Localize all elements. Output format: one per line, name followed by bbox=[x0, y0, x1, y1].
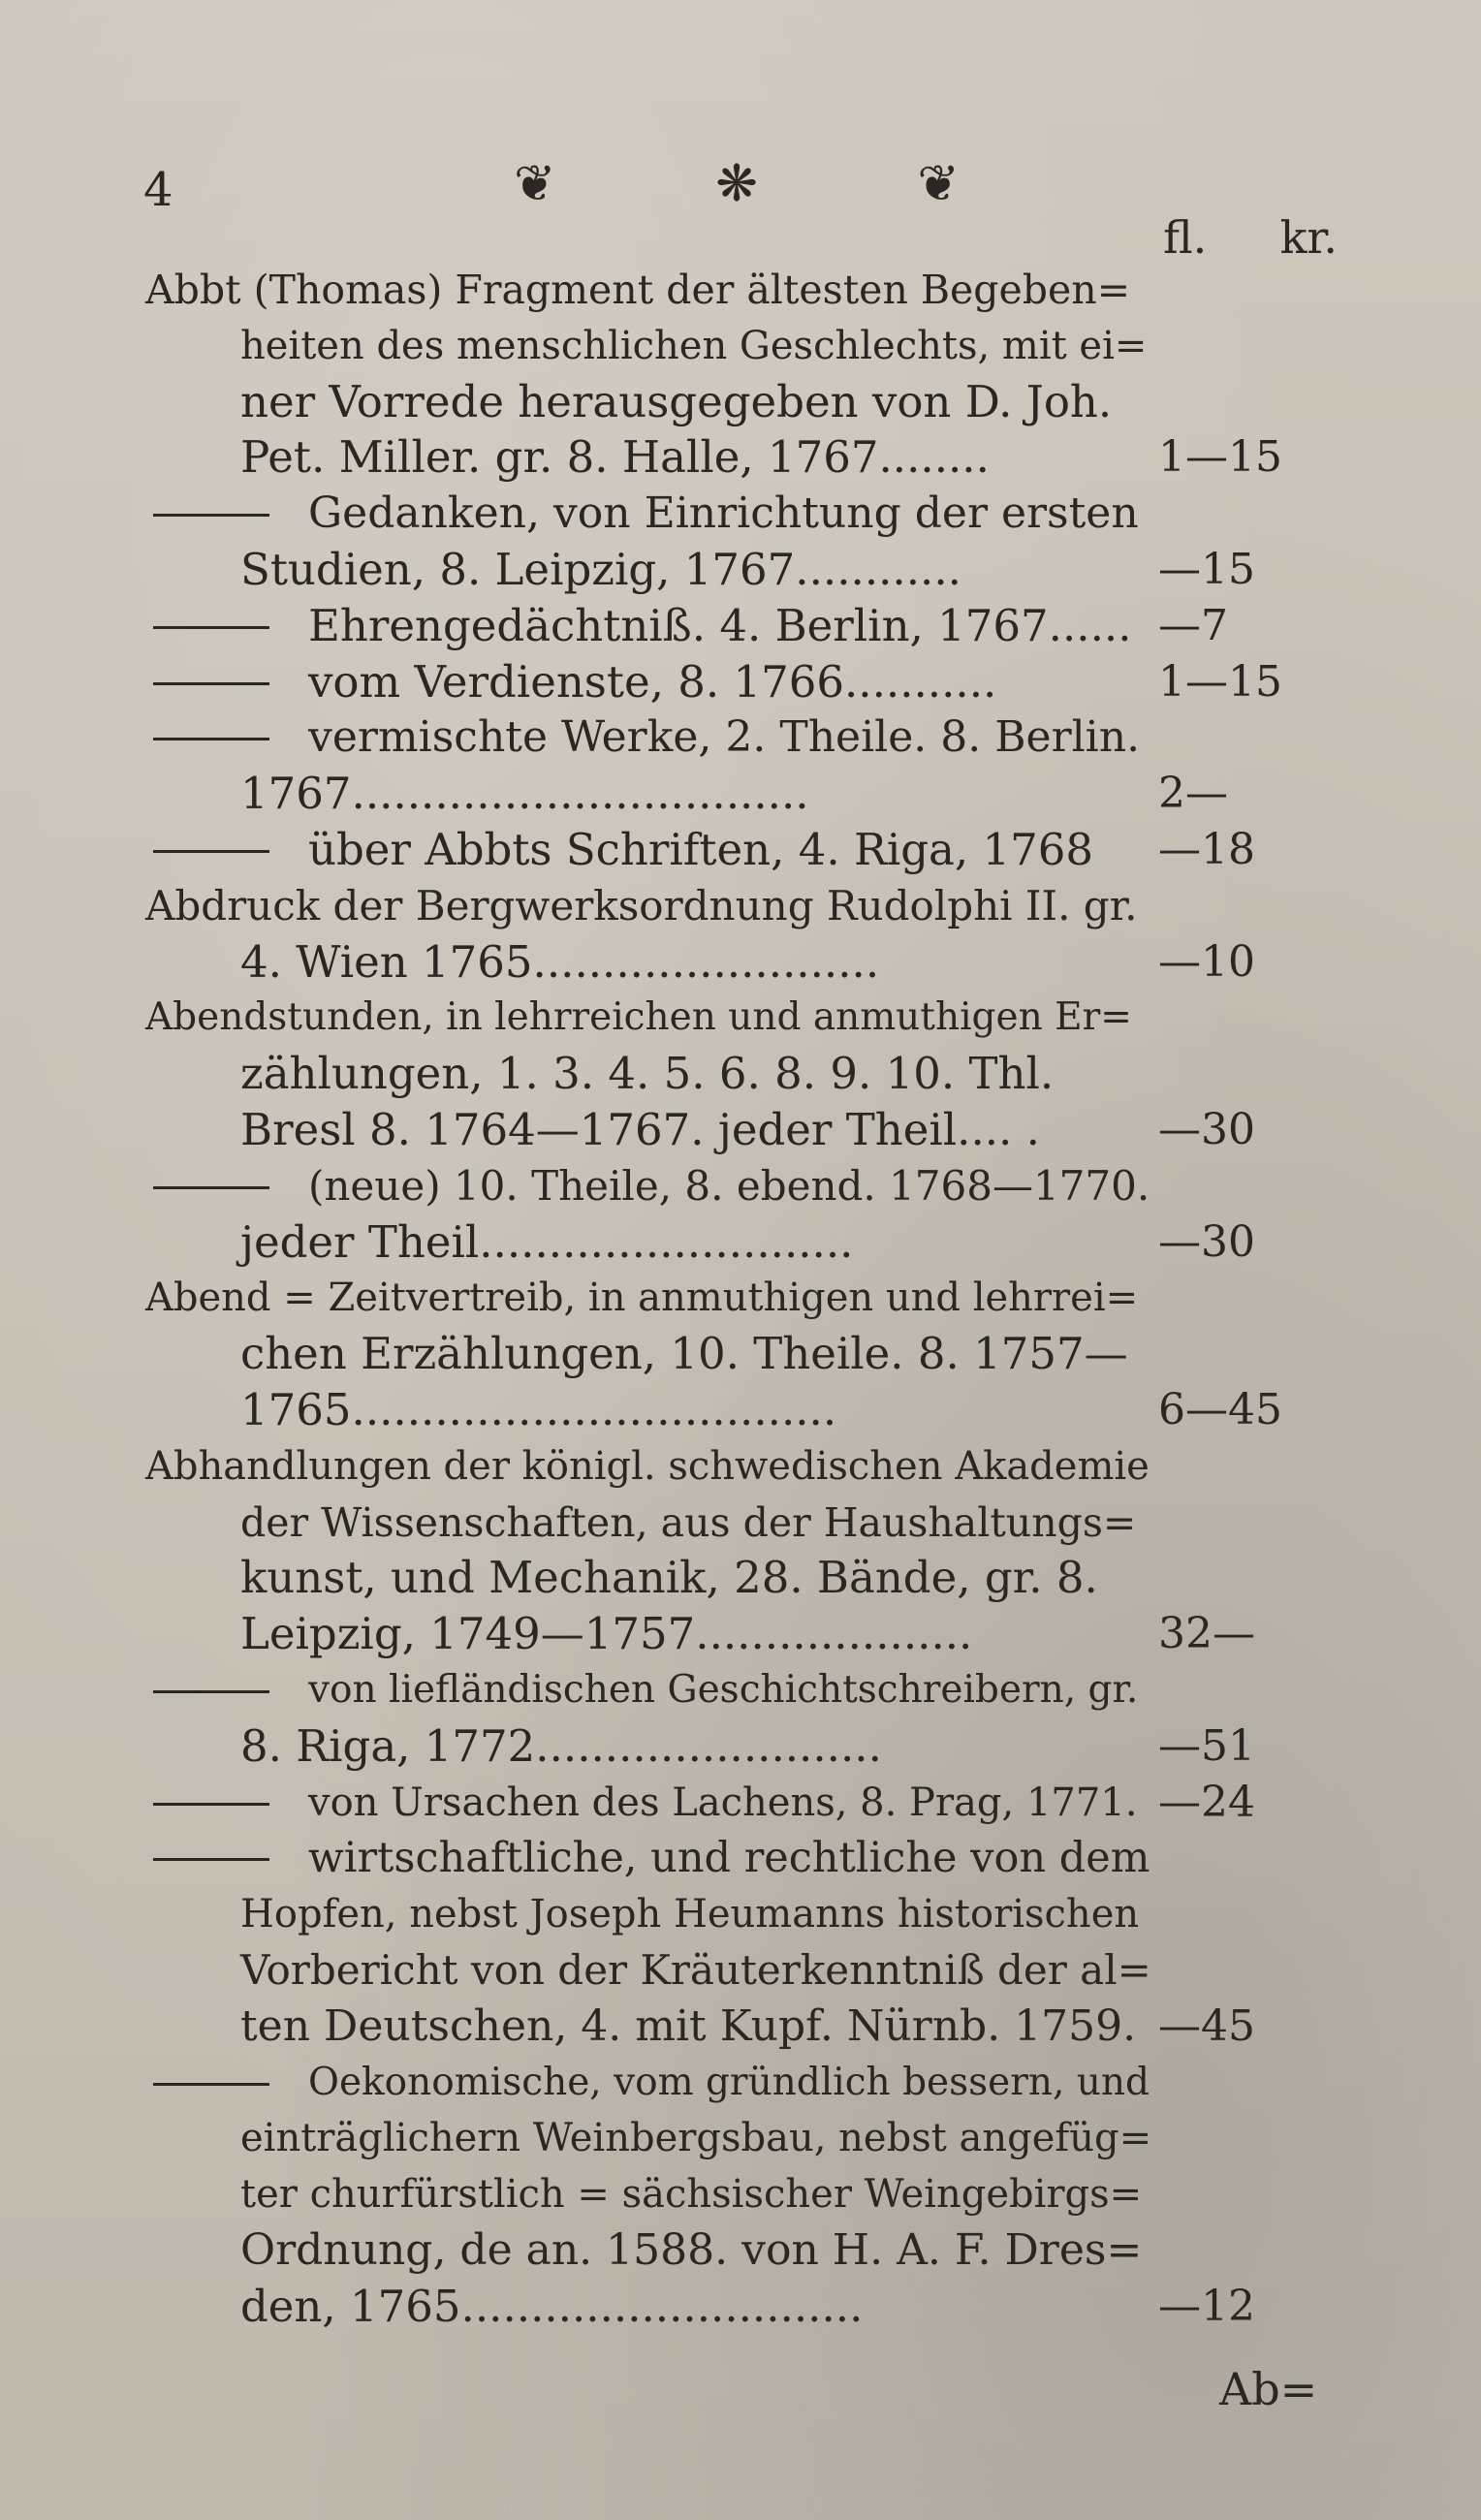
column-head-fl: fl. bbox=[1163, 211, 1208, 264]
line-text: jeder Theil........................... bbox=[240, 1215, 854, 1268]
line-price: 32— bbox=[1158, 1609, 1255, 1659]
catalog-line bbox=[0, 1044, 1481, 1104]
line-text: Oekonomische, vom gründlich bessern, und bbox=[308, 2060, 1150, 2104]
line-price: —12 bbox=[1158, 2281, 1255, 2331]
ditto-dash bbox=[153, 2083, 269, 2086]
catalog-line bbox=[0, 652, 1481, 712]
line-text: wirtschaftliche, und rechtliche von dem bbox=[308, 1834, 1150, 1883]
catalog-line bbox=[0, 2277, 1481, 2337]
line-text: der Wissenschaften, aus der Haushaltungs= bbox=[240, 1498, 1137, 1546]
ditto-dash bbox=[153, 738, 269, 740]
line-text: chen Erzählungen, 10. Theile. 8. 1757— bbox=[240, 1328, 1128, 1380]
catalog-line bbox=[0, 1324, 1481, 1384]
line-text: Leipzig, 1749—1757.................... bbox=[240, 1608, 973, 1660]
line-text: Abdruck der Bergwerksordnung Rudolphi II. gr. bbox=[145, 881, 1138, 929]
line-text: einträglichern Weinbergsbau, nebst angefüg= bbox=[240, 2116, 1152, 2161]
line-price: —10 bbox=[1158, 936, 1255, 987]
ditto-dash bbox=[153, 1690, 269, 1693]
ditto-dash bbox=[153, 850, 269, 853]
ditto-dash bbox=[153, 626, 269, 629]
line-text: von Ursachen des Lachens, 8. Prag, 1771. bbox=[308, 1780, 1138, 1825]
fleuron-right-icon: ❦ bbox=[917, 155, 960, 213]
line-price: 1—15 bbox=[1158, 656, 1282, 707]
catalog-line bbox=[0, 708, 1481, 768]
line-text: Pet. Miller. gr. 8. Halle, 1767........ bbox=[240, 431, 990, 484]
line-text: (neue) 10. Theile, 8. ebend. 1768—1770. bbox=[308, 1161, 1150, 1210]
line-text: Ehrengedächtniß. 4. Berlin, 1767...... bbox=[308, 599, 1132, 651]
line-price: —30 bbox=[1158, 1105, 1255, 1154]
catalog-line bbox=[0, 1717, 1481, 1777]
line-text: 1767................................. bbox=[240, 768, 809, 820]
catalog-line bbox=[0, 427, 1481, 488]
line-text: Abbt (Thomas) Fragment der ältesten Begeben= bbox=[145, 267, 1131, 313]
catalog-line bbox=[0, 484, 1481, 544]
line-price: —15 bbox=[1158, 545, 1255, 594]
catalog-line bbox=[0, 820, 1481, 880]
catchword: Ab= bbox=[1219, 2363, 1318, 2415]
catalog-line bbox=[0, 372, 1481, 432]
line-text: von liefländischen Geschichtschreibern, gr. bbox=[308, 1668, 1139, 1712]
line-text: Studien, 8. Leipzig, 1767............ bbox=[240, 544, 961, 595]
catalog-line bbox=[0, 1493, 1481, 1553]
line-price: 2— bbox=[1158, 769, 1228, 819]
ditto-dash bbox=[153, 1858, 269, 1861]
catalog-line bbox=[0, 1660, 1481, 1720]
catalog-line bbox=[0, 1604, 1481, 1664]
line-text: Abhandlungen der königl. schwedischen Akademie bbox=[145, 1443, 1150, 1489]
catalog-line bbox=[0, 260, 1481, 320]
line-price: —51 bbox=[1158, 1720, 1255, 1771]
line-price: 1—15 bbox=[1158, 432, 1282, 483]
catalog-line bbox=[0, 1213, 1481, 1273]
catalog-line bbox=[0, 1380, 1481, 1440]
column-head-kr: kr. bbox=[1279, 211, 1338, 264]
fleuron-left-icon: ❦ bbox=[514, 155, 556, 213]
line-text: 8. Riga, 1772......................... bbox=[240, 1719, 882, 1772]
catalog-line bbox=[0, 2164, 1481, 2224]
line-price: —30 bbox=[1158, 1216, 1255, 1267]
line-text: zählungen, 1. 3. 4. 5. 6. 8. 9. 10. Thl. bbox=[240, 1048, 1055, 1100]
catalog-line bbox=[0, 1156, 1481, 1216]
line-text: Vorbericht von der Kräuterkenntniß der al= bbox=[240, 1946, 1151, 1994]
catalog-line bbox=[0, 988, 1481, 1048]
line-text: Gedanken, von Einrichtung der ersten bbox=[308, 488, 1139, 539]
page-number: 4 bbox=[143, 163, 173, 217]
catalog-line bbox=[0, 596, 1481, 656]
catalog-line bbox=[0, 1548, 1481, 1608]
catalog-line bbox=[0, 2053, 1481, 2113]
line-text: ter churfürstlich = sächsischer Weingebirgs= bbox=[240, 2172, 1143, 2218]
ditto-dash bbox=[153, 1186, 269, 1189]
line-text: heiten des menschlichen Geschlechts, mit ei= bbox=[240, 323, 1148, 368]
line-text: 4. Wien 1765......................... bbox=[240, 935, 880, 988]
star-ornament-icon: ❋ bbox=[715, 155, 758, 213]
line-text: vom Verdienste, 8. 1766........... bbox=[308, 655, 997, 708]
line-text: kunst, und Mechanik, 28. Bände, gr. 8. bbox=[240, 1552, 1098, 1604]
catalog-line bbox=[0, 316, 1481, 376]
line-text: vermischte Werke, 2. Theile. 8. Berlin. bbox=[308, 712, 1141, 763]
catalog-line bbox=[0, 1884, 1481, 1944]
catalog-line bbox=[0, 1100, 1481, 1160]
catalog-line bbox=[0, 932, 1481, 992]
catalog-line bbox=[0, 1828, 1481, 1888]
catalog-line bbox=[0, 2108, 1481, 2168]
line-price: —18 bbox=[1158, 825, 1255, 874]
line-text: Bresl 8. 1764—1767. jeder Theil.... . bbox=[240, 1104, 1040, 1155]
catalog-line bbox=[0, 1940, 1481, 2000]
catalog-line bbox=[0, 876, 1481, 936]
line-text: Abend = Zeitvertreib, in anmuthigen und lehrrei= bbox=[145, 1276, 1139, 1321]
catalog-line bbox=[0, 1997, 1481, 2057]
line-text: Hopfen, nebst Joseph Heumanns historischen bbox=[240, 1892, 1140, 1937]
line-text: Abendstunden, in lehrreichen und anmuthigen Er= bbox=[145, 995, 1132, 1040]
line-price: —45 bbox=[1158, 2000, 1255, 2051]
line-text: 1765................................... bbox=[240, 1384, 837, 1435]
line-price: —24 bbox=[1158, 1777, 1255, 1827]
ditto-dash bbox=[153, 1803, 269, 1806]
line-text: ner Vorrede herausgegeben von D. Joh. bbox=[240, 375, 1113, 427]
line-text: Ordnung, de an. 1588. von H. A. F. Dres= bbox=[240, 2225, 1143, 2275]
line-text: ten Deutschen, 4. mit Kupf. Nürnb. 1759. bbox=[240, 2000, 1137, 2051]
catalog-line bbox=[0, 540, 1481, 600]
line-price: —7 bbox=[1158, 600, 1228, 650]
catalog-line bbox=[0, 764, 1481, 824]
catalog-line bbox=[0, 1268, 1481, 1328]
catalog-line bbox=[0, 1773, 1481, 1833]
catalog-line bbox=[0, 1436, 1481, 1496]
ditto-dash bbox=[153, 682, 269, 685]
line-text: den, 1765............................. bbox=[240, 2280, 864, 2332]
ditto-dash bbox=[153, 514, 269, 517]
line-price: 6—45 bbox=[1158, 1385, 1282, 1434]
catalog-line bbox=[0, 2221, 1481, 2281]
line-text: über Abbts Schriften, 4. Riga, 1768 bbox=[308, 824, 1093, 875]
